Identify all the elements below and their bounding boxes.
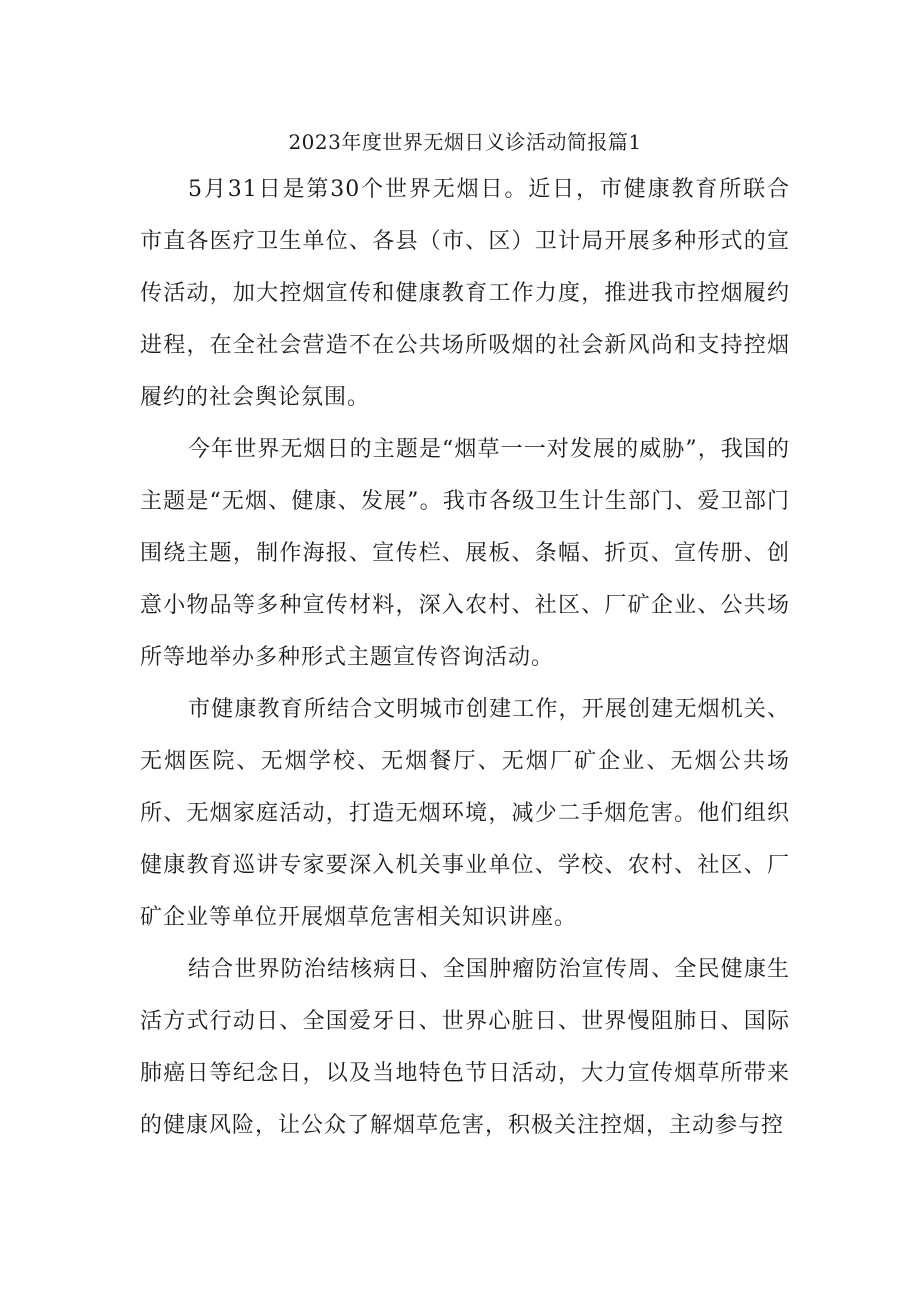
paragraph-1: 5月31日是第30个世界无烟日。近日，市健康教育所联合市直各医疗卫生单位、各县（市、区）卫计局开展多种形式的宣传活动，加大控烟宣传和健康教育工作力度，推进我市控烟履约进程，在全社会营造不在公共场所吸烟的社会新风尚和支持控烟履约的社会舆论氛围。	[140, 177, 790, 410]
document-title: 2023年度世界无烟日义诊活动简报篇1	[288, 130, 642, 154]
paragraph-3: 市健康教育所结合文明城市创建工作，开展创建无烟机关、无烟医院、无烟学校、无烟餐厅、无烟厂矿企业、无烟公共场所、无烟家庭活动，打造无烟环境，减少二手烟危害。他们组织健康教育巡讲专家要深入机关事业单位、学校、农村、社区、厂矿企业等单位开展烟草危害相关知识讲座。	[140, 697, 790, 930]
paragraph-4: 结合世界防治结核病日、全国肿瘤防治宣传周、全民健康生活方式行动日、全国爱牙日、世界心脏日、世界慢阻肺日、国际肺癌日等纪念日，以及当地特色节日活动，大力宣传烟草所带来的健康风险，让公众了解烟草危害，积极关注控烟，主动参与控	[140, 957, 790, 1138]
paragraph-2: 今年世界无烟日的主题是“烟草一一对发展的威胁”，我国的主题是“无烟、健康、发展”。我市各级卫生计生部门、爱卫部门围绕主题，制作海报、宣传栏、展板、条幅、折页、宣传册、创意小物品等多种宣传材料，深入农村、社区、厂矿企业、公共场所等地举办多种形式主题宣传咨询活动。	[140, 437, 790, 670]
